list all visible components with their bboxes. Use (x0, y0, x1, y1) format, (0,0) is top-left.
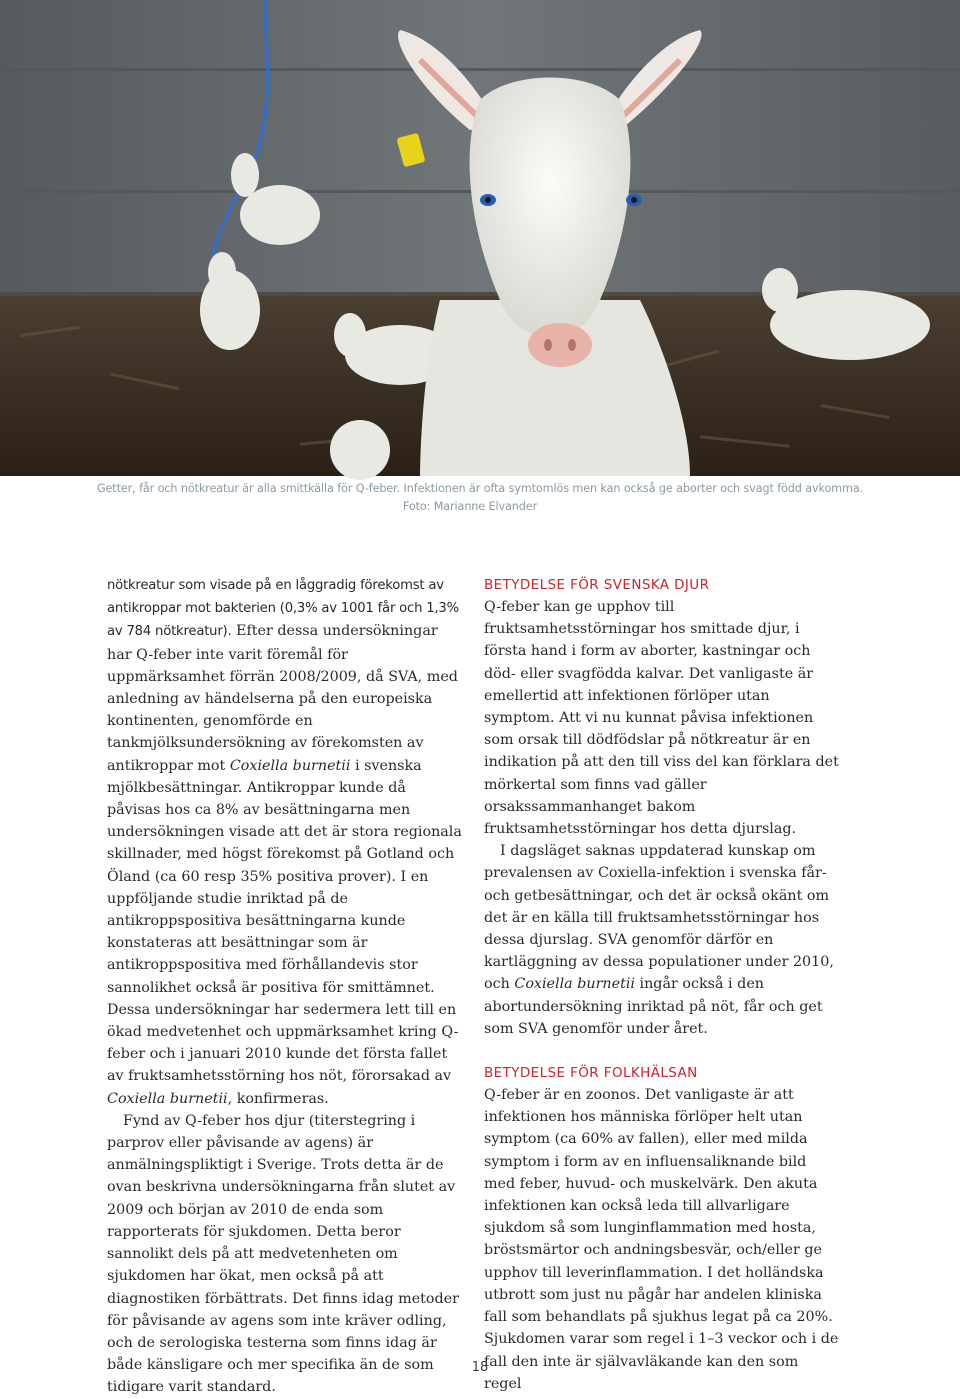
photo-caption: Getter, får och nötkreatur är alla smittkälla för Q-feber. Infektionen är ofta symtomlös men kan också ge aborter och svagt född avkomma. (96, 482, 864, 495)
paragraph: Fynd av Q-feber hos djur (titerstegring i parprov eller påvisande av agens) är anmälningspliktigt i Sverige. Trots detta är de ovan beskrivna undersökningarna från slutet av 2009 och början av 2010 de enda som rapporterats för sjukdomen. Detta beror sannolikt dels på att medvetenheten om sjukdomen har ökat, men också på att diagnostiken förbättrats. Det finns idag metoder för påvisande av agens som inte kräver odling, och de serologiska testerna som finns idag är både känsligare och mer specifika än de som tidigare varit standard. (107, 1112, 459, 1396)
text-run: , konfirmeras. (227, 1090, 329, 1107)
species-name: Coxiella burnetii (107, 1090, 228, 1107)
paragraph: Q-feber är en zoonos. Det vanligaste är att infektionen hos människa förlöper helt utan symptom (ca 60% av fallen), eller med milda symptom i form av en influensaliknande bild med feber, huvud- och muskelvärk. Den akuta infektionen kan också leda till allvarligare sjukdom så som lunginflammation med hosta, bröstsmärtor och andningsbesvär, och/eller ge upphov till leverinflammation. I det holländska utbrott som just nu pågår har andelen kliniska fall som behandlats på sjukhus legat på ca 20%. Sjukdomen varar som regel i 1–3 veckor och i de fall den inte är självavläkande kan den som regel (484, 1087, 839, 1392)
text-run: i svenska mjölkbesättningar. Antikroppar kunde då påvisas hos ca 8% av besättningarna men undersökningen visade att det är stora regionala skillnader, med högst förekomst på Gotland och Öland (ca 60 resp 35% positiva prover). I en uppföljande studie inriktad på de antikroppspositiva besättningarna kunde konstateras att besättningar som är antikroppspositiva med förhållandevis stor sannolikhet också är positiva för smittämnet. Dessa undersökningar har sedermera lett till en ökad medvetenhet och uppmärksamhet kring Q-feber och i januari 2010 kunde det första fallet av fruktsamhetsstörning hos nöt, förorsakad av (107, 757, 462, 1085)
sans-text-run: nötkreatur som visade på en låggradig förekomst av antikroppar mot bakterien (0,3% av 1001 får och 1,3% av 784 nötkreatur). (107, 578, 459, 640)
section-spacer (484, 1040, 839, 1062)
photo-credit: Foto: Marianne Elvander (402, 500, 538, 513)
paragraph (107, 574, 462, 1110)
paragraph: Q-feber kan ge upphov till fruktsamhetsstörningar hos smittade djur, i första hand i form av aborter, kastningar och död- eller svagfödda kalvar. Det vanligaste är emellertid att infektionen förlöper utan symptom. Att vi nu kunnat påvisa infektionen som orsak till dödfödslar på nötkreatur är en indikation på att den till viss del kan förklara det mörkertal som finns vad gäller orsakssammanhanget bakom fruktsamhetsstörningar hos detta djurslag. (484, 599, 839, 838)
text-run: Efter dessa undersökningar har Q-feber inte varit föremål för uppmärksamhet förrän 2008/2009, då SVA, med anledning av händelserna på den europeiska kontinenten, genomförde en tankmjölksundersökning av förekomsten av antikroppar mot (107, 623, 458, 774)
species-name: Coxiella burnetii (514, 976, 635, 993)
right-column (484, 574, 839, 1395)
left-column (107, 574, 462, 1399)
paragraph (484, 840, 839, 1040)
goat-photo (0, 0, 960, 476)
section-heading: BETYDELSE FÖR FOLKHÄLSAN (484, 1065, 698, 1082)
page-number: 18 (471, 1360, 489, 1375)
text-run: ingår också i den abortundersökning inriktad på nöt, får och get som SVA genomför under året. (484, 976, 823, 1037)
species-name: Coxiella burnetii (229, 757, 351, 774)
goat-photo-icon (0, 0, 960, 476)
section-heading: BETYDELSE FÖR SVENSKA DJUR (484, 577, 710, 593)
text-run: I dagsläget saknas uppdaterad kunskap om prevalensen av Coxiella-infektion i svenska får- och getbesättningar, och det är också okänt om det är en källa till fruktsamhetsstörningar hos dessa djurslag. SVA genomför därför en kartläggning av dessa populationer under 2010, och (484, 843, 834, 993)
